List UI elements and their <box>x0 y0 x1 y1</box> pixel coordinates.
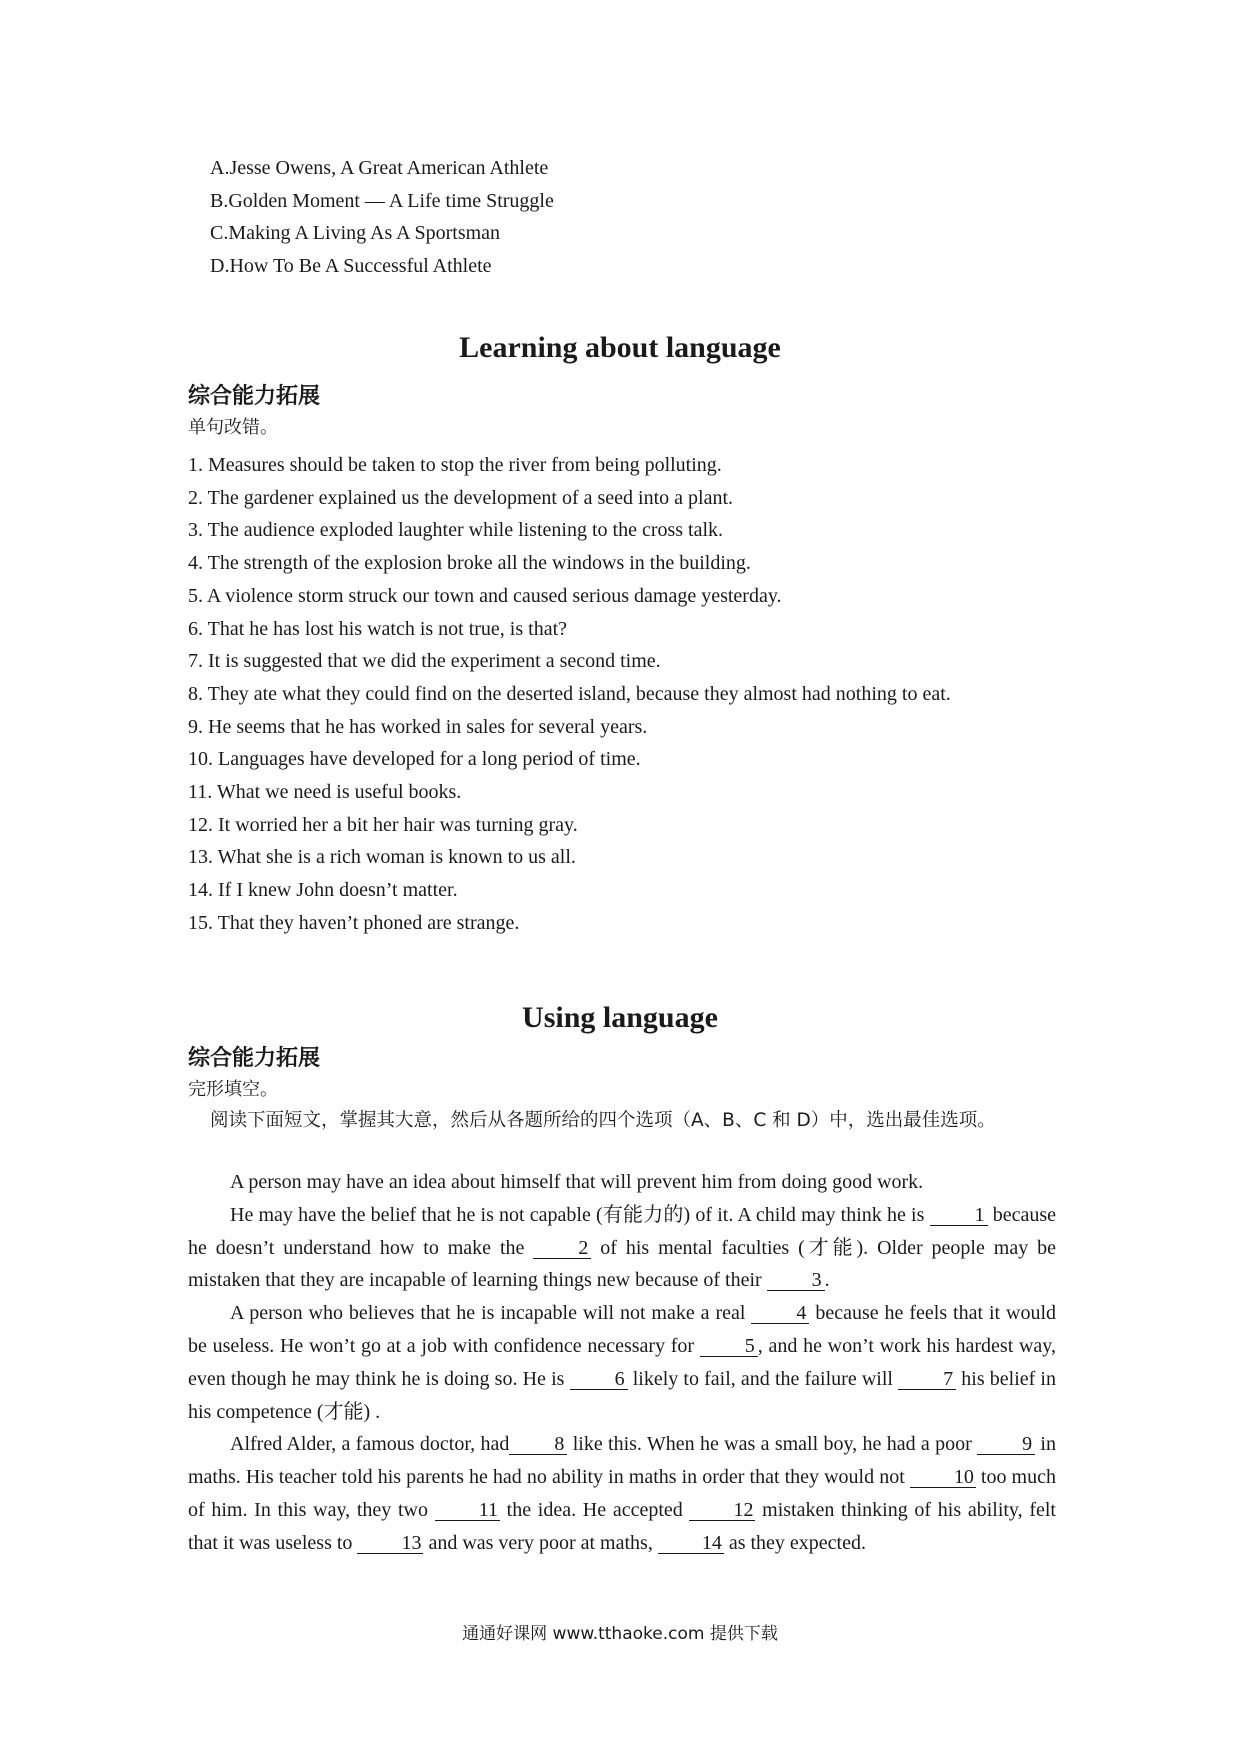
passage-text: , and he won’t work his hardest way, even though he may think he is doing so. He is <box>188 1334 1056 1390</box>
passage-paragraph <box>188 1166 1056 1199</box>
list-item: 15. That they haven’t phoned are strange. <box>188 911 520 934</box>
passage-text: . <box>824 1269 830 1292</box>
blank-11: 11 <box>435 1500 500 1521</box>
list-item: 5. A violence storm struck our town and caused serious damage yesterday. <box>188 584 782 607</box>
option-b: B.Golden Moment — A Life time Struggle <box>210 189 554 212</box>
exercise-type-note: 完形填空。 <box>188 1079 278 1100</box>
passage-text: Alfred Alder, a famous doctor, had <box>230 1433 510 1456</box>
blank-4: 4 <box>751 1303 809 1324</box>
list-item: 4. The strength of the explosion broke all the windows in the building. <box>188 552 751 575</box>
passage-text: as they expected. <box>723 1531 866 1554</box>
exercise-type-note: 单句改错。 <box>188 417 278 438</box>
passage-text: He may have the belief that he is not capable (有能力的) of it. A child may think he is <box>230 1203 930 1226</box>
list-item: 2. The gardener explained us the development of a seed into a plant. <box>188 486 733 509</box>
list-item: 12. It worried her a bit her hair was turning gray. <box>188 813 578 836</box>
blank-9: 9 <box>977 1434 1035 1455</box>
passage-paragraph <box>188 1428 1056 1559</box>
section-heading: 综合能力拓展 <box>188 1046 321 1071</box>
passage-text: too much of him. In this way, they two <box>188 1466 1056 1521</box>
blank-2: 2 <box>533 1238 591 1259</box>
list-item: 7. It is suggested that we did the experiment a second time. <box>188 650 661 673</box>
passage-text: his belief in his competence (才能) . <box>188 1367 1056 1423</box>
blank-14: 14 <box>658 1533 724 1554</box>
blank-10: 10 <box>910 1467 976 1488</box>
blank-1: 1 <box>930 1205 988 1226</box>
page-footer: 通通好课网 www.tthaoke.com 提供下载 <box>462 1624 778 1644</box>
passage-text: of his mental faculties (才能). Older people may be mistaken that they are incapable of learning things new because of their <box>188 1236 1056 1292</box>
section-title-using: Using language <box>522 1001 718 1034</box>
blank-3: 3 <box>767 1270 825 1291</box>
passage-text: and was very poor at maths, <box>423 1531 658 1554</box>
blank-7: 7 <box>898 1369 956 1390</box>
blank-13: 13 <box>357 1533 423 1554</box>
passage-text: A person who believes that he is incapable will not make a real <box>230 1302 752 1325</box>
section-title-learning: Learning about language <box>459 331 781 364</box>
passage-text: mistaken thinking of his ability, felt that it was useless to <box>188 1498 1056 1554</box>
cloze-passage <box>188 1166 1056 1560</box>
passage-text: likely to fail, and the failure will <box>627 1367 899 1390</box>
list-item: 9. He seems that he has worked in sales for several years. <box>188 715 648 738</box>
passage-paragraph <box>188 1199 1056 1297</box>
section-heading: 综合能力拓展 <box>188 384 321 409</box>
option-d: D.How To Be A Successful Athlete <box>210 255 492 278</box>
passage-text: because he doesn’t understand how to make the <box>188 1203 1056 1259</box>
list-item: 10. Languages have developed for a long period of time. <box>188 748 641 771</box>
list-item: 1. Measures should be taken to stop the river from being polluting. <box>188 454 722 476</box>
list-item: 8. They ate what they could find on the deserted island, because they almost had nothing to eat. <box>188 682 951 705</box>
list-item: 6. That he has lost his watch is not true, is that? <box>188 617 568 640</box>
passage-text: like this. When he was a small boy, he had a poor <box>567 1433 978 1456</box>
blank-12: 12 <box>689 1500 755 1521</box>
passage-text: A person may have an idea about himself that will prevent him from doing good work. <box>230 1171 924 1193</box>
passage-text: because he feels that it would be useless. He won’t go at a job with confidence necessary for <box>188 1302 1056 1357</box>
list-item: 11. What we need is useful books. <box>188 781 462 804</box>
blank-6: 6 <box>570 1369 628 1390</box>
blank-8: 8 <box>509 1434 567 1455</box>
passage-text: the idea. He accepted <box>499 1498 690 1521</box>
option-a: A.Jesse Owens, A Great American Athlete <box>210 157 549 179</box>
passage-text: in maths. His teacher told his parents he had no ability in maths in order that they would not <box>188 1433 1056 1489</box>
blank-5: 5 <box>700 1336 758 1357</box>
list-item: 14. If I knew John doesn’t matter. <box>188 879 458 902</box>
answer-options <box>210 152 554 283</box>
option-c: C.Making A Living As A Sportsman <box>210 222 501 245</box>
list-item: 3. The audience exploded laughter while listening to the cross talk. <box>188 519 724 542</box>
error-correction-list <box>188 449 951 940</box>
list-item: 13. What she is a rich woman is known to us all. <box>188 846 576 869</box>
cloze-instruction: 阅读下面短文，掌握其大意，然后从各题所给的四个选项（A、B、C 和 D）中，选出最佳选项。 <box>210 1110 996 1131</box>
passage-paragraph <box>188 1297 1056 1428</box>
